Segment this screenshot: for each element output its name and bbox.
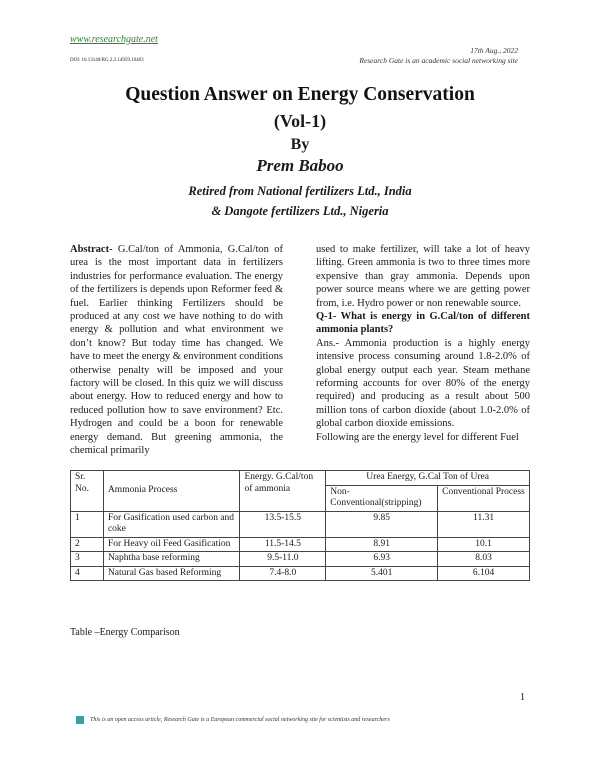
cell-conv: 8.03 bbox=[438, 552, 530, 567]
cell-sr: 2 bbox=[71, 537, 104, 552]
table-row bbox=[71, 537, 530, 552]
cell-energy: 11.5-14.5 bbox=[240, 537, 326, 552]
cell-energy: 7.4-8.0 bbox=[240, 566, 326, 581]
table-header-row bbox=[71, 471, 530, 486]
cell-sr: 3 bbox=[71, 552, 104, 567]
abstract-paragraph bbox=[70, 243, 283, 458]
paper-title: Question Answer on Energy Conservation bbox=[125, 84, 475, 105]
header-sr-no: Sr. No. bbox=[71, 471, 104, 512]
energy-table bbox=[70, 470, 530, 581]
cell-energy: 13.5-15.5 bbox=[240, 511, 326, 537]
doi-text: DOI: 10.13140/RG.2.2.14959.10403 bbox=[70, 58, 144, 63]
header-site-note: Research Gate is an academic social networking site bbox=[359, 56, 518, 65]
table-caption: Table –Energy Comparison bbox=[70, 627, 180, 638]
cell-nonconv: 8.91 bbox=[326, 537, 438, 552]
table-row bbox=[71, 511, 530, 537]
header-date: 17th Aug., 2022 bbox=[470, 46, 518, 55]
abstract-label: Abstract- bbox=[70, 244, 113, 255]
researchgate-link[interactable]: www.researchgate.net bbox=[70, 34, 158, 45]
cell-nonconv: 6.93 bbox=[326, 552, 438, 567]
volume-label: (Vol-1) bbox=[273, 111, 327, 131]
header-energy: Energy. G.Cal/ton of ammonia bbox=[240, 471, 326, 512]
cell-sr: 4 bbox=[71, 566, 104, 581]
affiliation-line-2: & Dangote fertilizers Ltd., Nigeria bbox=[211, 204, 389, 218]
cell-process: Naphtha base reforming bbox=[103, 552, 240, 567]
cell-process: For Heavy oil Feed Gasification bbox=[103, 537, 240, 552]
cell-process: For Gasification used carbon and coke bbox=[103, 511, 240, 537]
page-number: 1 bbox=[520, 692, 525, 703]
header-urea-energy: Urea Energy, G.Cal Ton of Urea bbox=[326, 471, 530, 486]
cell-nonconv: 5.401 bbox=[326, 566, 438, 581]
cell-nonconv: 9.85 bbox=[326, 511, 438, 537]
column-left bbox=[70, 243, 283, 458]
cell-process: Natural Gas based Reforming bbox=[103, 566, 240, 581]
header-right bbox=[330, 46, 518, 66]
cell-sr: 1 bbox=[71, 511, 104, 537]
footer-note: This is an open access article, Research Gate is a European commercial social networking site for scientists and researchers bbox=[90, 717, 390, 723]
header-non-conventional: Non-Conventional(stripping) bbox=[326, 485, 438, 511]
intro-paragraph: used to make fertilizer, will take a lot of heavy lifting. Green ammonia is two to three times more expensive than gray ammonia. Depends upon power source means where we are getting power from, i.e. Hydro power or non renewable source. bbox=[316, 244, 530, 309]
following-text: Following are the energy level for different Fuel bbox=[316, 431, 519, 443]
answer-1: Ans.- Ammonia production is a highly energy intensive process consuming around 1.8-2.0% of global energy output each year. Steam methane reforming accounts for over 80% of the energy required) and producing as a result about 500 million tons of carbon dioxide (about 1.0-2.0% of global carbon dioxide emissions. bbox=[316, 337, 530, 430]
open-access-icon bbox=[76, 716, 84, 724]
cell-conv: 6.104 bbox=[438, 566, 530, 581]
affiliation-line-1: Retired from National fertilizers Ltd., India bbox=[188, 184, 412, 198]
table-row bbox=[71, 566, 530, 581]
table-row bbox=[71, 552, 530, 567]
by-label: By bbox=[290, 136, 310, 153]
header-ammonia-process: Ammonia Process bbox=[103, 471, 240, 512]
column-right bbox=[316, 243, 530, 444]
abstract-text: G.Cal/ton of Ammonia, G.Cal/ton of urea is the most important data in fertilizers industries for performance evaluation. The energy of the fertilizers is depends upon Reformer feed & fuel. Earlier thinking Fertilizers should be produced at any cost we have nothing to do with energy & pollution and what environment we don’t know? But today time has changed. We have to meet the energy & environment conditions otherwise penalty will be imposed and your factory will be closed. In this quiz we will discuss about energy. How to reduced energy and how to reduced pollution how to save environment? Etc. Hydrogen and could be a boon for renewable energy demand. But greening ammonia, the chemical primarily bbox=[70, 244, 283, 457]
affiliation bbox=[0, 181, 600, 221]
question-1: Q-1- What is energy in G.Cal/ton of different ammonia plants? bbox=[316, 311, 530, 336]
cell-conv: 11.31 bbox=[438, 511, 530, 537]
header-conventional: Conventional Process bbox=[438, 485, 530, 511]
cell-energy: 9.5-11.0 bbox=[240, 552, 326, 567]
cell-conv: 10.1 bbox=[438, 537, 530, 552]
author-name: Prem Baboo bbox=[256, 156, 344, 175]
